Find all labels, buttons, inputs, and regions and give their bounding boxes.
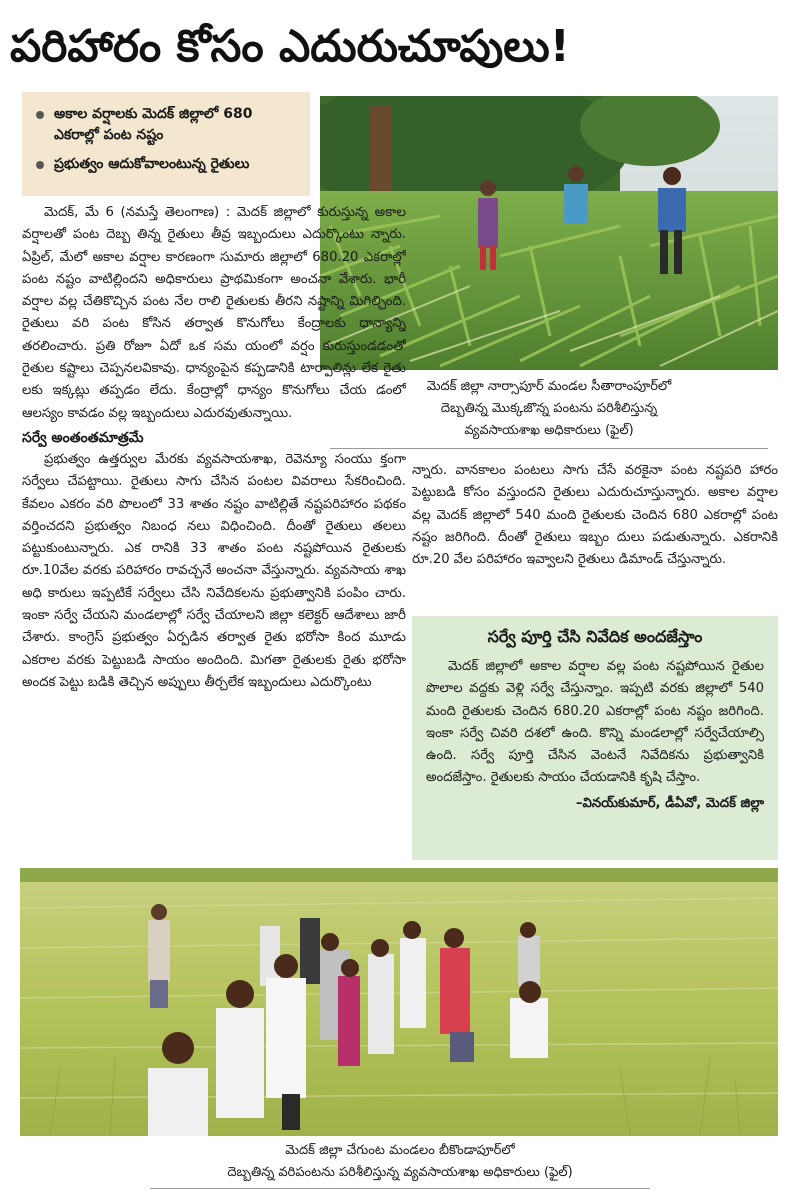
highlight-text: ప్రభుత్వం ఆదుకోవాలంటున్న రైతులు — [54, 156, 250, 172]
caption-line: మెదక్ జిల్లా నార్సాపూర్ మండల సీతారాంపూర్‌లో — [426, 379, 672, 394]
article-left-column — [22, 202, 406, 862]
headline: పరిహారం కోసం ఎదురుచూపులు! — [10, 21, 570, 72]
paddy-field-illustration — [20, 868, 778, 1136]
quote-body: మెదక్ జిల్లాలో అకాల వర్షాల వల్ల పంట నష్టపోయిన రైతుల పొలాల వద్దకు వెళ్లి సర్వే చేస్తున్నాం. ఇప్పటి వరకు జిల్లాలో 540 మంది రైతులకు చెందిన 680.20 ఎకరాల్లో పంట నష్టం జరిగింది. ఇంకా సర్వే చివరి దశలో ఉంది. కొన్ని మండలాల్లో సర్వేచేయాల్సి ఉంది. సర్వే పూర్తి చేసిన వెంటనే నివేదికను ప్రభుత్వానికి అందజేస్తాం. రైతులకు సాయం చేయడానికి కృషి చేస్తాం. — [426, 659, 764, 786]
highlight-item — [32, 104, 302, 146]
article-paragraph: న్నారు. వానకాలం పంటలు సాగు చేసే వరకైనా పంట నష్టపరి హారం పెట్టుబడి కోసం వస్తుందని రైతులు ఎదురుచూస్తున్నారు. అకాల వర్షాల వల్ల మెదక్ జిల్లాలో 540 మంది రైతులకు చెందిన 680 ఎకరాల్లో పంట నష్టం జరిగింది. దీంతో రైతులు ఇబ్బం దులు పడుతున్నారు. ఎకరానికి రూ.20 వేల పరిహారం ఇవ్వాలని రైతులు డిమాండ్ చేస్తున్నారు. — [412, 463, 778, 568]
article-paragraph: ప్రభుత్వం ఉత్తర్వుల మేరకు వ్యవసాయశాఖ, రెవెన్యూ సంయు క్తంగా సర్వేలు చేపట్టాయి. రైతులు సాగు చేసిన పంటల వివరాలు సేకరించింది. కేవలం ఎకరం వరి పొలంలో 33 శాతం నష్టం వాటిల్లితే నష్టపరిహారం పథకం వర్తించదని ప్రభుత్వం నిబంధ నలు విధించింది. దీంతో రైతులు తలలు పట్టుకుంటున్నారు. ఎక రానికి 33 శాతం పంట నష్టపోయిన రైతులకు రూ.10వేల వరకు పరిహారం రావచ్చనే అంచనా వేస్తున్నారు. వ్యవసాయ శాఖ అధి కారులు ఇప్పటికే సర్వేలు చేసి నివేదికలను ప్రభుత్వానికి పంపిం చారు. ఇంకా సర్వే చేయని మండలాల్లో సర్వే చేయాలని జిల్లా కలెక్టర్ ఆదేశాలు జారీ చేశారు. కాంగ్రెస్ ప్రభుత్వం ఏర్పడిన తర్వాత రైతు భరోసా కింద మూడు ఎకరాల వరకు పెట్టుబడి సాయం అందింది. మిగతా రైతులకు రైతు భరోసా అందక పెట్టు బడికి తెచ్చిన అప్పులు తీర్చలేక ఇబ్బందులు ఎదుర్కొంటు — [22, 451, 406, 690]
highlight-item — [32, 154, 302, 175]
caption-line: దెబ్బతిన్న మొక్కజొన్న పంటను పరిశీలిస్తున్న — [440, 401, 658, 416]
highlights-box — [22, 92, 310, 196]
quote-title: సర్వే పూర్తి చేసి నివేదిక అందజేస్తాం — [487, 627, 703, 646]
article-subhead: సర్వే అంతంతమాత్రమే — [22, 429, 144, 446]
caption-divider — [150, 1188, 650, 1189]
article-right-column — [412, 460, 778, 602]
bullet-icon — [36, 161, 44, 169]
bullet-icon — [36, 111, 44, 119]
caption-line: మెదక్ జిల్లా చేగుంట మండలం బీకొండాపూర్‌లో — [285, 1143, 515, 1158]
quote-signature: –వినయ్‌కుమార్, డీఏవో, మెదక్ జిల్లా — [575, 795, 764, 811]
caption-line: దెబ్బతిన్న వరిపంటను పరిశీలిస్తున్న వ్యవసాయశాఖ అధికారులు (ఫైల్) — [227, 1165, 573, 1180]
article-paragraph: మెదక్, మే 6 (నమస్తే తెలంగాణ) : మెదక్ జిల్లాలో కురుస్తున్న అకాల వర్షాలతో పంట దెబ్బ తిన్న రైతులు తీవ్ర ఇబ్బందులు ఎదుర్కొంటు న్నారు. ఏప్రిల్, మేలో అకాల వర్షాల కారణంగా సుమారు జిల్లాలో 680.20 ఎకరాల్లో పంట నష్టం వాటిల్లిందని అధికారులు ప్రాథమికంగా అంచనా వేశారు. భారీ వర్షాల వల్ల చేతికొచ్చిన పంట నేల రాలి రైతులకు తీరని నష్టాన్ని మిగిల్చింది. రైతులు వరి పంట కోసిన తర్వాత కొనుగోలు కేంద్రాలకు ధాన్యాన్ని తరలించారు. ప్రతి రోజూ ఏదో ఒక సమ యంలో వర్షం కురుస్తుండడంతో రైతుల కష్టాలు చెప్పనలవికావు. ధాన్యంపైన కప్పడానికి టార్పాలిన్లు లేక రైతు లకు ఇక్కట్లు తప్పడం లేదు. కేంద్రాల్లో ధాన్యం కొనుగోలు చేయ డంలో ఆలస్యం కావడం వల్ల ఇబ్బందులు ఎదురవుతున్నాయి. — [22, 205, 406, 421]
paddy-field-photo — [20, 868, 778, 1136]
highlight-text: అకాల వర్షాలకు మెదక్ జిల్లాలో 680 ఎకరాల్లో పంట నష్టం — [54, 106, 253, 143]
caption-line: వ్యవసాయశాఖ అధికారులు (ఫైల్) — [464, 423, 634, 438]
official-quote-box — [412, 616, 778, 860]
photo2-caption — [120, 1140, 680, 1184]
